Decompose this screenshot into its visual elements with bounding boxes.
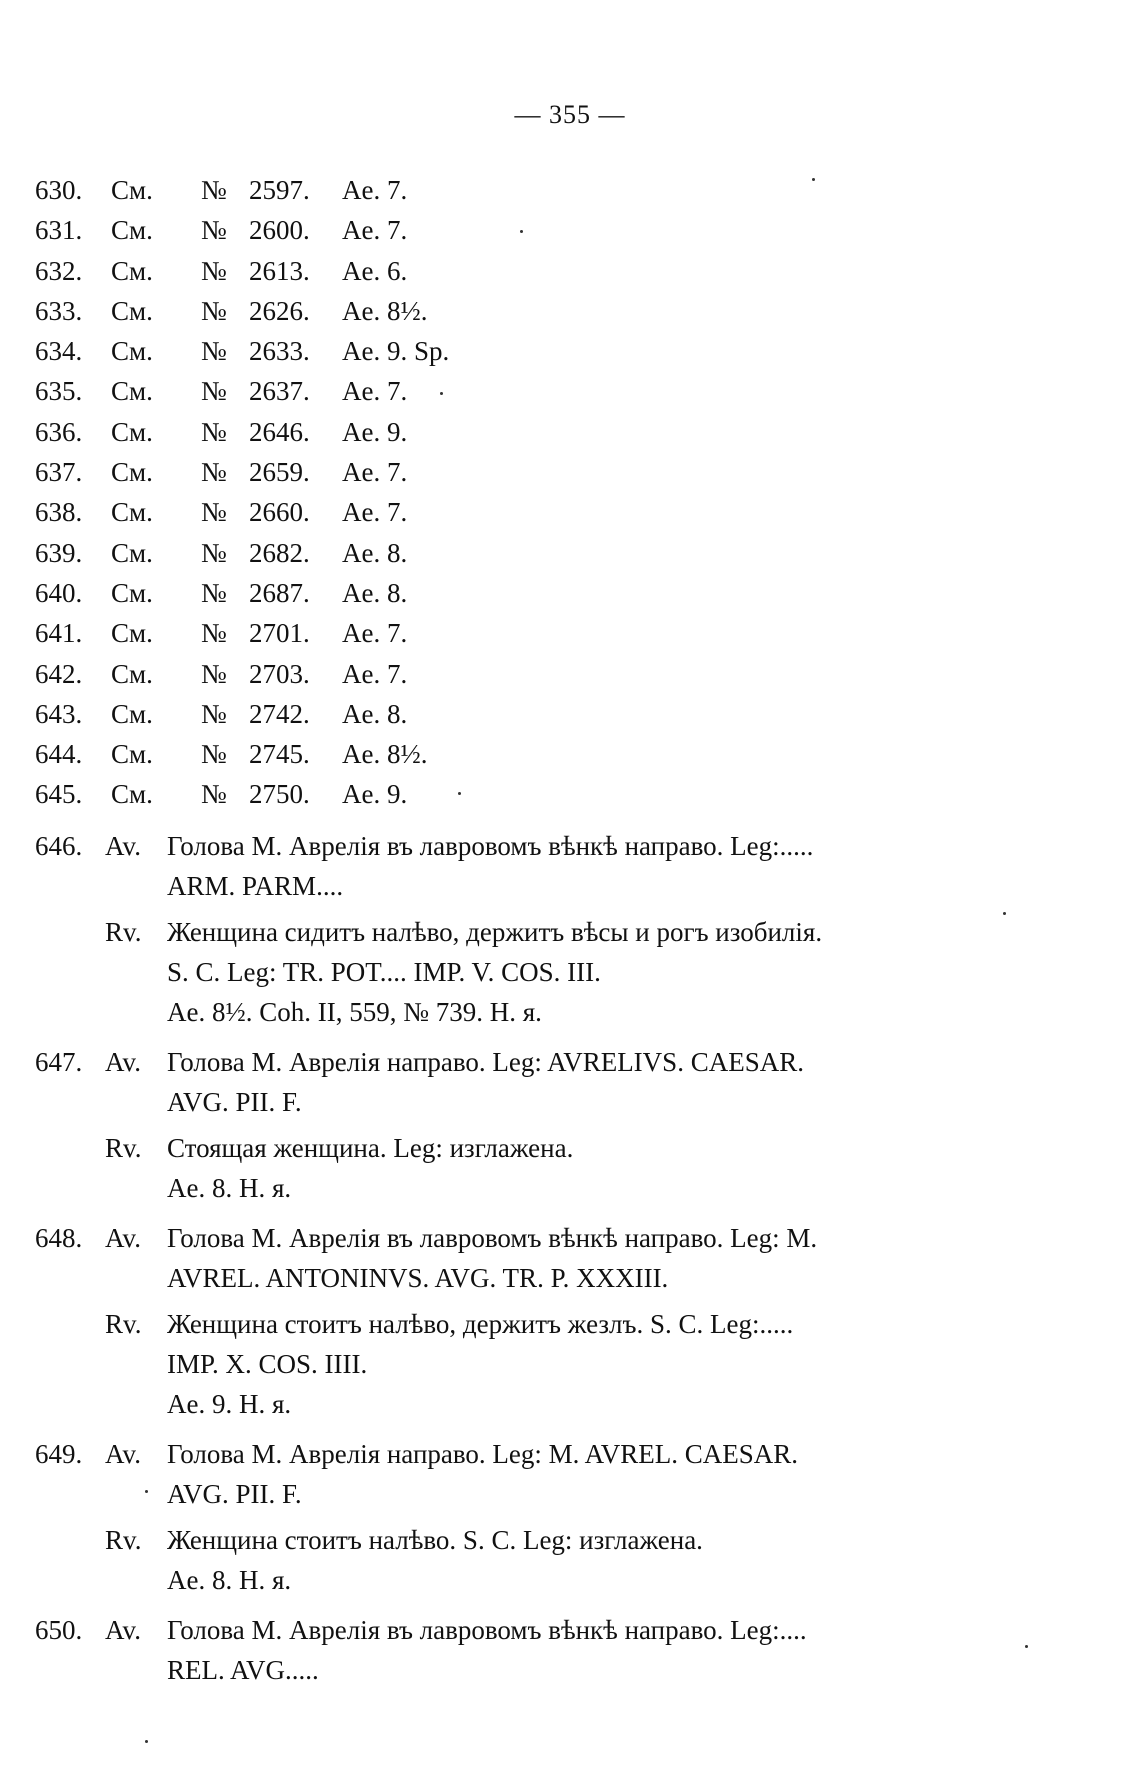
numero-sign: № (201, 537, 227, 568)
obverse-text: Голова М. Аврелія въ лавровомъ вѣнкѣ направо. Leg:..... (167, 831, 814, 861)
numero-sign: № (201, 376, 227, 407)
obverse-label: Av. (105, 1223, 141, 1253)
list-item (35, 371, 449, 411)
catalog-number: 2600. (249, 215, 310, 246)
list-item (35, 533, 449, 573)
numero-sign: № (201, 497, 227, 528)
coin-description: Ae. 7. (342, 457, 408, 488)
entry-number: 644. (35, 739, 83, 770)
entry-number: 643. (35, 698, 83, 729)
catalog-number: 2613. (249, 255, 310, 286)
coin-description: Ae. 8. (342, 698, 408, 729)
reverse-text: Женщина сидитъ налѣво, держитъ вѣсы и рогъ изобилія. (167, 917, 823, 947)
catalog-number: 2659. (249, 457, 310, 488)
obverse-label: Av. (105, 1615, 141, 1645)
list-item (35, 210, 449, 250)
obverse-text: Голова М. Аврелія направо. Leg: AVRELIVS. CAESAR. (167, 1047, 804, 1077)
obverse-text-continued: AVG. PII. F. (167, 1087, 302, 1117)
reverse-label: Rv. (105, 1309, 142, 1339)
obverse-text-continued: AVREL. ANTONINVS. AVG. TR. P. XXXIII. (167, 1263, 669, 1293)
coin-description: Ae. 7. (342, 658, 408, 689)
scan-speck (812, 178, 815, 181)
coin-specs: Ae. 8½. Coh. II, 559, № 739. Н. я. (167, 997, 542, 1027)
reference-abbrev: См. (111, 457, 153, 488)
list-item (35, 613, 449, 653)
numero-sign: № (201, 698, 227, 729)
reverse-label: Rv. (105, 1133, 142, 1163)
reverse-text: Женщина стоитъ налѣво. S. C. Leg: изглажена. (167, 1525, 703, 1555)
reference-abbrev: См. (111, 739, 153, 770)
coin-description: Ae. 9. (342, 779, 408, 810)
reference-abbrev: См. (111, 215, 153, 246)
reverse-text: Стоящая женщина. Leg: изглажена. (167, 1133, 574, 1163)
entry-number: 649. (35, 1439, 83, 1469)
reference-abbrev: См. (111, 255, 153, 286)
reverse-text-continued: S. C. Leg: TR. POT.... IMP. V. COS. III. (167, 957, 601, 987)
coin-description: Ae. 8. (342, 537, 408, 568)
entry-number: 635. (35, 376, 83, 407)
scan-speck (145, 1740, 148, 1743)
reference-abbrev: См. (111, 376, 153, 407)
entry-number: 648. (35, 1223, 83, 1253)
catalog-number: 2742. (249, 698, 310, 729)
reference-abbrev: См. (111, 497, 153, 528)
scan-speck (458, 792, 461, 795)
obverse-label: Av. (105, 1439, 141, 1469)
scan-speck (440, 392, 443, 395)
catalog-number: 2646. (249, 416, 310, 447)
list-item (35, 412, 449, 452)
coin-description: Ae. 8. (342, 577, 408, 608)
list-item (35, 492, 449, 532)
entry-number: 639. (35, 537, 83, 568)
reference-abbrev: См. (111, 577, 153, 608)
page-number: — 355 — (514, 100, 626, 129)
reverse-text: Женщина стоитъ налѣво, держитъ жезлъ. S. C. Leg:..... (167, 1309, 794, 1339)
reference-abbrev: См. (111, 779, 153, 810)
list-item (35, 734, 449, 774)
scan-speck (1003, 912, 1006, 915)
coin-description: Ae. 9. (342, 416, 408, 447)
list-item (35, 694, 449, 734)
reverse-text-continued: IMP. X. COS. IIII. (167, 1349, 368, 1379)
numero-sign: № (201, 577, 227, 608)
coin-entry-646 (35, 826, 1035, 1032)
list-item (35, 774, 449, 814)
reference-abbrev: См. (111, 295, 153, 326)
coin-entry-649 (35, 1434, 1035, 1600)
entry-number: 633. (35, 295, 83, 326)
reference-abbrev: См. (111, 336, 153, 367)
reference-abbrev: См. (111, 658, 153, 689)
reference-abbrev: См. (111, 698, 153, 729)
coin-description: Ae. 7. (342, 215, 408, 246)
catalog-number: 2701. (249, 618, 310, 649)
entry-number: 632. (35, 255, 83, 286)
coin-entry-647 (35, 1042, 1035, 1208)
short-entry-list (35, 170, 449, 815)
obverse-text-continued: REL. AVG..... (167, 1655, 319, 1685)
obverse-text: Голова М. Аврелія направо. Leg: M. AVREL. CAESAR. (167, 1439, 798, 1469)
coin-specs: Ae. 9. Н. я. (167, 1389, 292, 1419)
numero-sign: № (201, 336, 227, 367)
coin-specs: Ae. 8. Н. я. (167, 1565, 292, 1595)
coin-description: Ae. 7. (342, 618, 408, 649)
reference-abbrev: См. (111, 618, 153, 649)
numero-sign: № (201, 618, 227, 649)
obverse-label: Av. (105, 1047, 141, 1077)
obverse-text: Голова М. Аврелія въ лавровомъ вѣнкѣ направо. Leg:.... (167, 1615, 807, 1645)
list-item (35, 331, 449, 371)
coin-specs: Ae. 8. Н. я. (167, 1173, 292, 1203)
catalog-number: 2597. (249, 175, 310, 205)
entry-number: 638. (35, 497, 83, 528)
reverse-label: Rv. (105, 1525, 142, 1555)
numero-sign: № (201, 779, 227, 810)
coin-description: Ae. 7. (342, 376, 408, 407)
catalog-number: 2750. (249, 779, 310, 810)
list-item (35, 573, 449, 613)
coin-description: Ae. 7. (342, 175, 408, 205)
entry-number: 630. (35, 175, 83, 205)
entry-number: 650. (35, 1615, 83, 1645)
numero-sign: № (201, 175, 227, 205)
entry-number: 631. (35, 215, 83, 246)
numero-sign: № (201, 295, 227, 326)
entry-number: 645. (35, 779, 83, 810)
entry-number: 640. (35, 577, 83, 608)
obverse-label: Av. (105, 831, 141, 861)
numero-sign: № (201, 255, 227, 286)
coin-entries (35, 826, 1035, 1700)
scan-speck (520, 230, 523, 233)
catalog-number: 2703. (249, 658, 310, 689)
coin-description: Ae. 9. Sp. (342, 336, 450, 367)
coin-entry-648 (35, 1218, 1035, 1424)
reverse-label: Rv. (105, 917, 142, 947)
scan-speck (1025, 1645, 1028, 1648)
catalog-number: 2637. (249, 376, 310, 407)
entry-number: 634. (35, 336, 83, 367)
catalog-number: 2745. (249, 739, 310, 770)
catalog-number: 2626. (249, 295, 310, 326)
scan-speck (145, 1490, 148, 1493)
coin-description: Ae. 8½. (342, 295, 428, 326)
coin-description: Ae. 6. (342, 255, 408, 286)
obverse-text-continued: AVG. PII. F. (167, 1479, 302, 1509)
catalog-number: 2687. (249, 577, 310, 608)
reference-abbrev: См. (111, 175, 153, 205)
catalog-number: 2682. (249, 537, 310, 568)
numero-sign: № (201, 215, 227, 246)
coin-description: Ae. 8½. (342, 739, 428, 770)
list-item (35, 452, 449, 492)
reference-abbrev: См. (111, 416, 153, 447)
numero-sign: № (201, 658, 227, 689)
obverse-text: Голова М. Аврелія въ лавровомъ вѣнкѣ направо. Leg: M. (167, 1223, 818, 1253)
coin-entry-650 (35, 1610, 1035, 1690)
list-item (35, 170, 449, 210)
entry-number: 647. (35, 1047, 83, 1077)
numero-sign: № (201, 416, 227, 447)
list-item (35, 291, 449, 331)
list-item (35, 251, 449, 291)
entry-number: 642. (35, 658, 83, 689)
coin-description: Ae. 7. (342, 497, 408, 528)
entry-number: 641. (35, 618, 83, 649)
reference-abbrev: См. (111, 537, 153, 568)
entry-number: 636. (35, 416, 83, 447)
obverse-text-continued: ARM. PARM.... (167, 871, 344, 901)
catalog-number: 2633. (249, 336, 310, 367)
catalog-number: 2660. (249, 497, 310, 528)
list-item (35, 654, 449, 694)
entry-number: 646. (35, 831, 83, 861)
numero-sign: № (201, 457, 227, 488)
numero-sign: № (201, 739, 227, 770)
entry-number: 637. (35, 457, 83, 488)
